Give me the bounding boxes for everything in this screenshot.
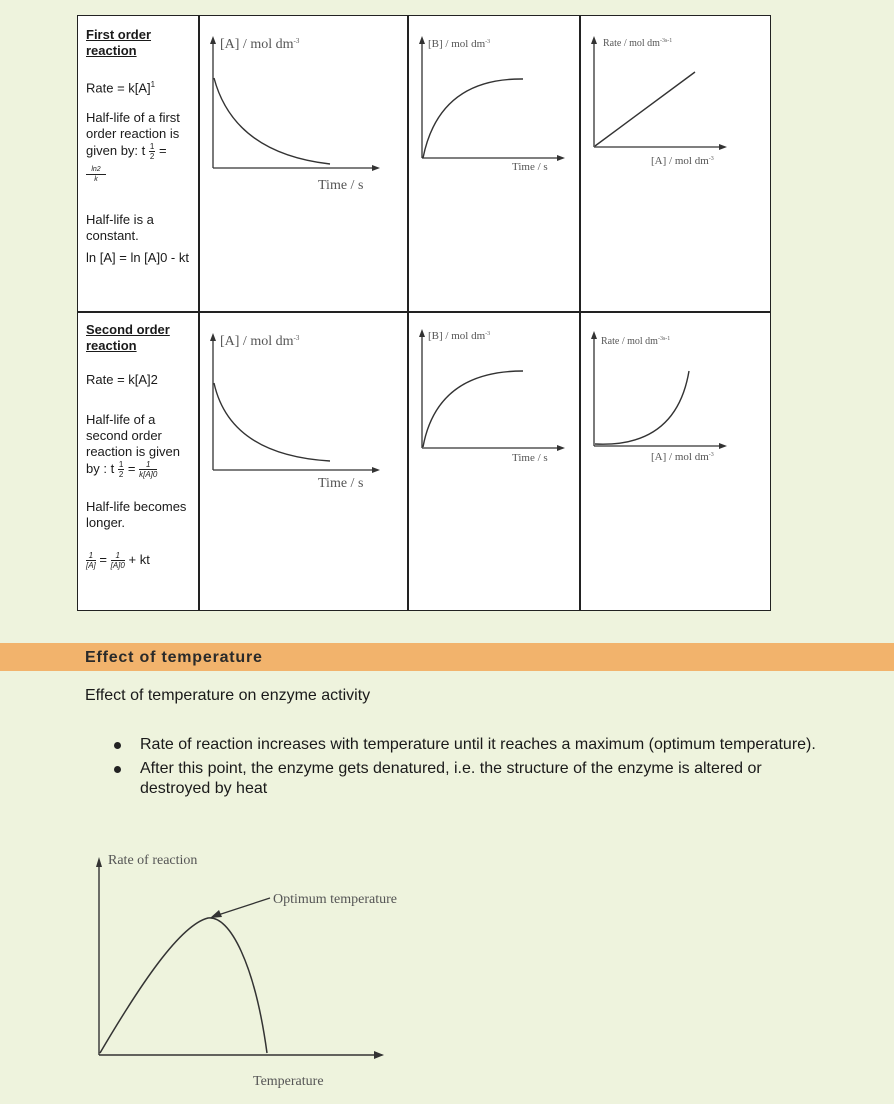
x-axis-arrow bbox=[372, 165, 380, 171]
x-axis-label: Time / s bbox=[512, 161, 548, 173]
optimum-annotation: Optimum temperature bbox=[273, 892, 398, 907]
list-item: Rate of reaction increases with temperature until it reaches a maximum (optimum temperature). bbox=[110, 735, 830, 755]
x-axis-arrow bbox=[557, 445, 565, 451]
y-axis-arrow bbox=[96, 857, 102, 867]
y-axis-label: [A] / mol $dm^{-3}$ bbox=[220, 37, 300, 52]
x-axis-label: Time / s bbox=[318, 476, 364, 491]
first-order-constant: Half-life is a constant. bbox=[86, 212, 154, 244]
x-axis-label: Time / s bbox=[512, 452, 548, 464]
inverse-A0-fraction: $\frac{1}{[A]0}$ bbox=[110, 551, 125, 570]
second-order-conc-A-graph bbox=[200, 313, 406, 609]
y-axis-arrow bbox=[419, 36, 425, 44]
y-axis-arrow bbox=[419, 329, 425, 337]
section-title: Effect of temperature bbox=[85, 649, 263, 666]
half-fraction: $\frac{1}{2}$ bbox=[118, 460, 124, 479]
x-axis-arrow bbox=[719, 443, 727, 449]
y-axis-arrow bbox=[210, 36, 216, 44]
half-fraction: $\frac{1}{2}$ bbox=[149, 142, 155, 162]
first-order-cell bbox=[86, 27, 190, 280]
second-order-rate-graph bbox=[581, 313, 770, 609]
one-over-kA0-fraction: $\frac{1}{k[A]0}$ bbox=[139, 460, 158, 479]
decay-curve bbox=[214, 383, 330, 461]
first-order-rate-graph bbox=[581, 18, 770, 310]
decay-curve bbox=[214, 78, 330, 164]
x-axis-arrow bbox=[374, 1051, 384, 1059]
second-order-halflife: Half-life of a second order reaction is given by : t $\frac{1}{2}$ = $\frac{1}{k[A]0}$ bbox=[86, 412, 180, 479]
x-axis-label: Temperature bbox=[253, 1074, 324, 1089]
growth-curve bbox=[423, 79, 523, 158]
growth-curve bbox=[423, 371, 523, 447]
bullet-list bbox=[110, 735, 830, 803]
section-subtitle: Effect of temperature on enzyme activity bbox=[85, 687, 371, 704]
quadratic-rate-curve bbox=[595, 371, 689, 444]
x-axis-arrow bbox=[719, 144, 727, 150]
x-axis-label: Time / s bbox=[318, 178, 364, 193]
x-axis-arrow bbox=[557, 155, 565, 161]
enzyme-temperature-graph bbox=[80, 845, 440, 1095]
second-order-rate: Rate = k[A]2 bbox=[86, 372, 158, 387]
second-order-conc-B-graph bbox=[409, 313, 578, 609]
x-axis-label: [A] / mol $dm^{-3}$ bbox=[651, 451, 714, 463]
enzyme-activity-curve bbox=[100, 918, 267, 1053]
list-item: After this point, the enzyme gets denatured, i.e. the structure of the enzyme is altered or destroyed by heat bbox=[110, 759, 830, 799]
first-order-ln-equation: ln [A] = ln [A]0 - kt bbox=[86, 250, 189, 266]
y-axis-arrow bbox=[591, 331, 597, 339]
inverse-A-fraction: $\frac{1}{[A]}$ bbox=[86, 551, 96, 570]
y-axis-arrow bbox=[591, 36, 597, 44]
annotation-arrow bbox=[218, 898, 270, 915]
y-axis-label: Rate of reaction bbox=[108, 853, 198, 868]
annotation-arrowhead bbox=[210, 910, 222, 918]
second-order-longer: Half-life becomes longer. bbox=[86, 499, 187, 530]
y-axis-label: [B] / mol $dm^{-3}$ bbox=[428, 330, 491, 342]
y-axis-label: [B] / mol $dm^{-3}$ bbox=[428, 38, 491, 50]
rate-order-table bbox=[77, 15, 771, 611]
first-order-conc-A-graph bbox=[200, 18, 406, 310]
second-order-inverse-equation: $\frac{1}{[A]}$ = $\frac{1}{[A]0}$ + kt bbox=[86, 551, 150, 570]
y-axis-arrow bbox=[210, 333, 216, 341]
first-order-halflife: Half-life of a first order reaction is given by: t $\frac{1}{2}$ = bbox=[86, 110, 180, 162]
first-order-rate: Rate = $k[A]^1$ bbox=[86, 80, 156, 96]
ln2-over-k-fraction: ln2 k bbox=[86, 165, 106, 184]
y-axis-label: [A] / mol $dm^{-3}$ bbox=[220, 334, 300, 349]
second-order-cell bbox=[86, 322, 190, 584]
y-axis-label: Rate / mol $dm^{-3s-1}$ bbox=[601, 336, 671, 347]
second-order-heading: Second order reaction bbox=[86, 322, 170, 353]
linear-rate-line bbox=[595, 72, 695, 146]
first-order-conc-B-graph bbox=[409, 18, 578, 310]
x-axis-label: [A] / mol $dm^{-3}$ bbox=[651, 155, 714, 167]
x-axis-arrow bbox=[372, 467, 380, 473]
first-order-heading: First order reaction bbox=[86, 27, 152, 58]
y-axis-label: Rate / mol $dm^{-3s-1}$ bbox=[603, 38, 673, 49]
